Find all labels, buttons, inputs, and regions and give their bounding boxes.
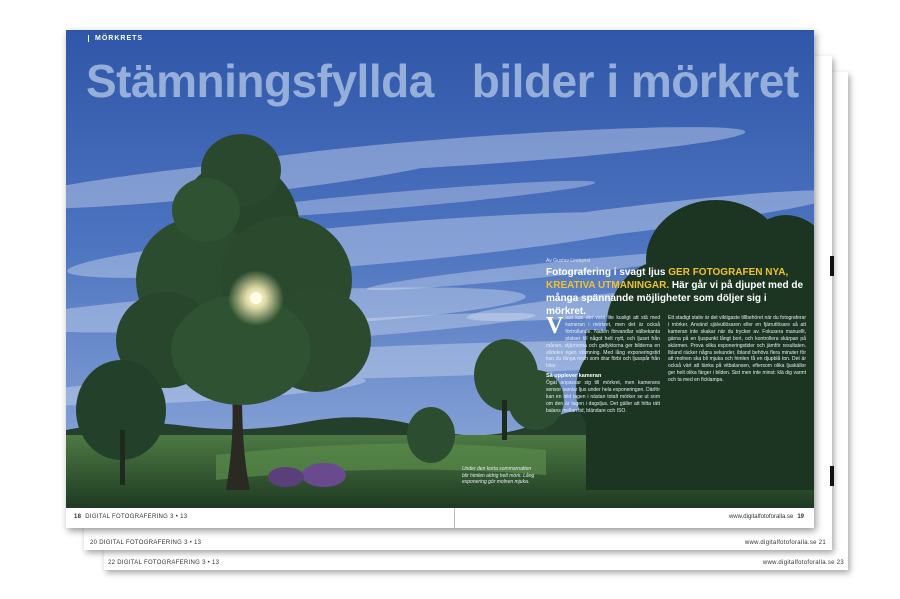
lead-text-start: Fotografering i svagt ljus bbox=[546, 267, 669, 278]
headline-part-one: Stämningsfyllda bbox=[86, 55, 434, 107]
body-column-left bbox=[546, 315, 660, 501]
bleed-mark bbox=[830, 256, 834, 276]
lead-text-end: Här går vi på djupet med de många spännande möjligheter som döljer sig i mörkret. bbox=[546, 280, 804, 317]
article-headline bbox=[86, 55, 799, 107]
photo-caption: Under den korta sommarnatten blir himlen aldrig helt mörk. Lång exponering gör molnen mjuka. bbox=[462, 466, 535, 485]
lead-highlight: GER FOTOGRAFEN NYA, KREATIVA UTMANINGAR. bbox=[546, 267, 789, 291]
body-text-left-continued: Ögat anpassar sig till mörkret, men kamerans sensor samlar ljus under hela exponeringen. Därför kan en bild tagen i nästan totalt mörker se ut som om den är tagen i dagsljus. Det gäller att hitta rätt balans mellan tid, bländare och ISO. bbox=[546, 380, 660, 414]
stacked-page-back-folio-left: 22 DIGITAL FOTOGRAFERING 3 • 13 bbox=[108, 560, 220, 566]
lead-paragraph bbox=[546, 266, 806, 318]
footer-left bbox=[70, 514, 187, 520]
bleed-mark bbox=[830, 466, 834, 486]
stacked-page-mid-folio-right: www.digitalfotoforalla.se 21 bbox=[744, 540, 826, 546]
section-tag: MÖRKRETS bbox=[88, 35, 143, 42]
magazine-website: www.digitalfotoforalla.se bbox=[728, 514, 794, 520]
magazine-title: DIGITAL FOTOGRAFERING 3 • 13 bbox=[85, 514, 188, 520]
magazine-spread bbox=[66, 30, 814, 528]
body-column-right bbox=[668, 315, 806, 501]
drop-cap: V bbox=[546, 315, 564, 339]
byline: Av Gustav Lindqvist bbox=[546, 258, 591, 264]
stacked-page-back-folio-right: www.digitalfotoforalla.se 23 bbox=[762, 560, 844, 566]
headline-part-two: bilder i mörkret bbox=[471, 55, 799, 107]
footer-right bbox=[729, 514, 808, 520]
stacked-page-mid-folio-left: 20 DIGITAL FOTOGRAFERING 3 • 13 bbox=[90, 540, 202, 546]
body-text-right: Ett stadigt stativ är det viktigaste tillbehöret när du fotograferar i mörker. Använd självutlösaren eller en fjärrutlösare så att kameran inte skakar när du trycker av. Fokusera manuellt, gärna på en ljuspunkt långt bort, och kontrollera skärpan på skärmen. Prova olika exponeringstider och jämför resultaten. Ibland räcker några sekunder, ibland behövs flera minuter för att molnen ska bli mjuka och himlen få en djupblå ton. Det är också värt att tänka på vitbalansen, eftersom olika ljuskällor ger helt olika färger i bilden. Sist men inte minst: klä dig varmt och ta med en ficklampa. bbox=[668, 315, 806, 384]
page-number-left: 18 bbox=[74, 514, 82, 520]
body-text-left: isst kan det vara lite kusligt att stå med kameran i mörkret, men det är också förtrollande. Natten förvandlar välbekanta platser till något helt nytt, och ljuset från månen, stjärnorna och gatlyktorna ger bilderna en alldeles egen stämning. Med lång exponeringstid kan du fånga moln som drar förbi och ljusspår från bilar. bbox=[546, 315, 660, 370]
page-number-right: 19 bbox=[797, 514, 804, 520]
spread-gutter bbox=[454, 508, 455, 528]
body-subhead: Så upplever kameran bbox=[546, 373, 602, 380]
